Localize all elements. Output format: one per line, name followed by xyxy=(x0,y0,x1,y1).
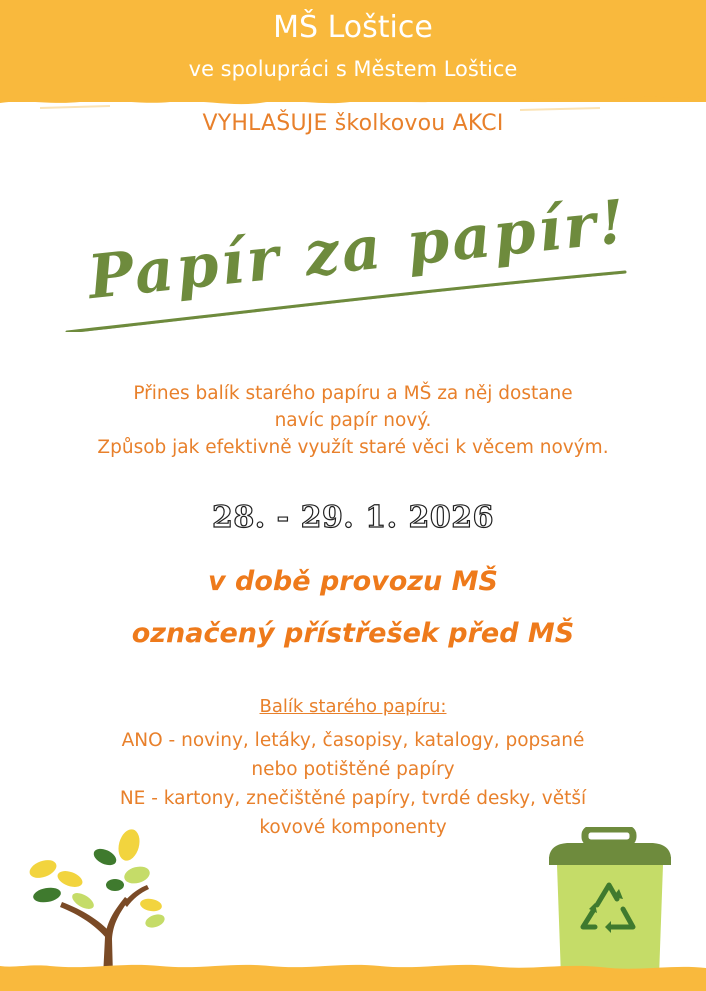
intro-line-3: Způsob jak efektivně využít staré věci k věcem novým. xyxy=(97,437,609,458)
location-line-2: označený přístřešek před MŠ xyxy=(131,618,575,649)
event-date: 28. - 29. 1. 2026 xyxy=(212,500,494,535)
info-no-line-1: NE - kartony, znečištěné papíry, tvrdé desky, větší xyxy=(119,788,587,809)
info-no-line-2: kovové komponenty xyxy=(259,817,447,838)
intro-text xyxy=(0,380,706,461)
intro-line-1: Přines balík starého papíru a MŠ za něj dostane xyxy=(133,383,573,404)
footer-band xyxy=(0,972,706,991)
event-location xyxy=(0,556,706,660)
school-title: MŠ Loštice xyxy=(273,10,433,45)
info-yes-line-2: nebo potištěné papíry xyxy=(251,759,455,780)
info-yes-line-1: ANO - noviny, letáky, časopisy, katalogy, popsané xyxy=(121,730,585,751)
announcement: VYHLAŠUJE školkovou AKCI xyxy=(202,111,504,136)
partner-subtitle: ve spolupráci s Městem Loštice xyxy=(188,57,518,81)
intro-line-2: navíc papír nový. xyxy=(274,410,432,431)
tree-icon xyxy=(25,827,175,977)
recycling-bin-icon xyxy=(545,827,675,977)
location-line-1: v době provozu MŠ xyxy=(208,566,498,597)
headline-underline xyxy=(55,262,695,332)
info-list xyxy=(0,726,706,842)
info-heading: Balík starého papíru: xyxy=(259,696,447,717)
headline-text: Papír za papír! xyxy=(84,186,632,314)
